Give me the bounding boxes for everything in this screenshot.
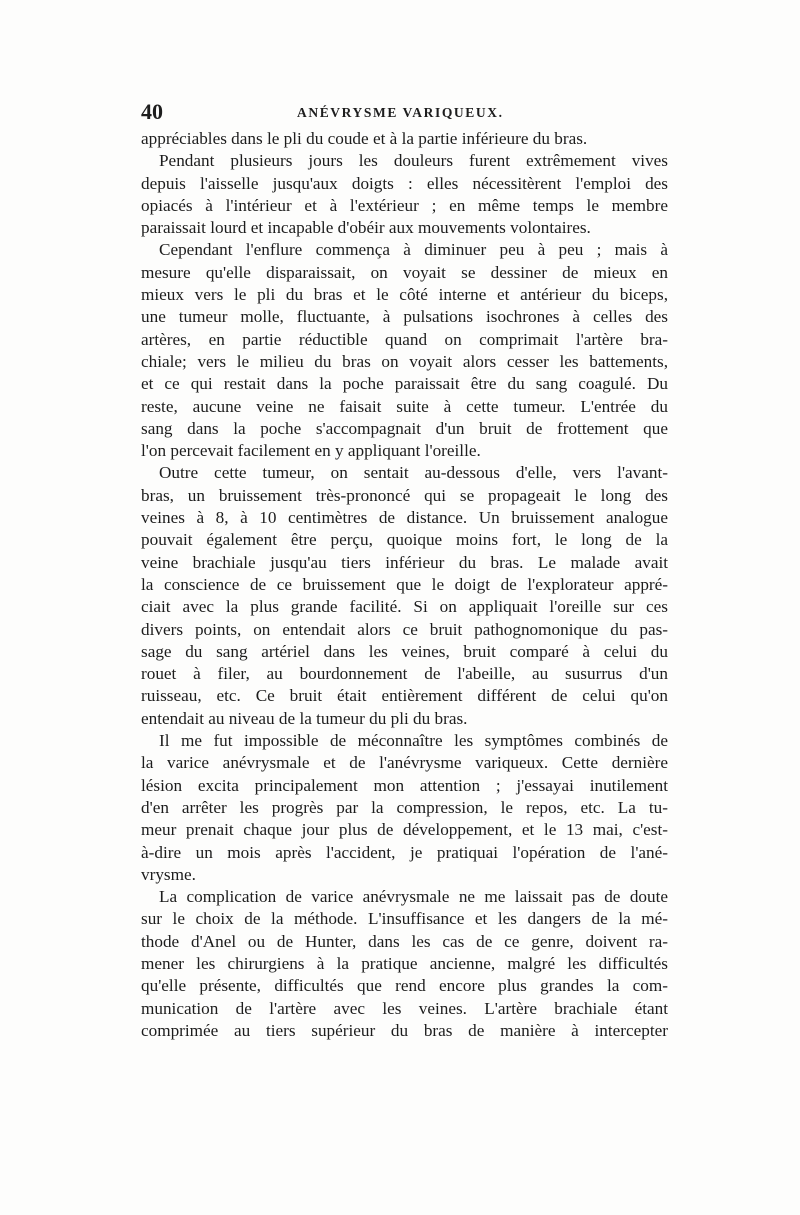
text-line: divers points, on entendait alors ce bruit pathognomonique du pas-: [141, 619, 668, 639]
text-line: chiale; vers le milieu du bras on voyait alors cesser les battements,: [141, 351, 668, 371]
text-line: pouvait également être perçu, quoique moins fort, le long de la: [141, 530, 668, 550]
text-line: Il me fut impossible de méconnaître les symptômes combinés de: [159, 731, 668, 751]
text-line: veines à 8, à 10 centimètres de distance. Un bruissement analogue: [141, 508, 668, 528]
text-line: mieux vers le pli du bras et le côté interne et antérieur du biceps,: [141, 285, 668, 305]
text-line: comprimée au tiers supérieur du bras de manière à intercepter: [141, 1020, 668, 1040]
body-text: [141, 128, 668, 1042]
text-line: thode d'Anel ou de Hunter, dans les cas de ce genre, doivent ra-: [141, 931, 668, 951]
text-line: une tumeur molle, fluctuante, à pulsations isochrones à celles des: [141, 307, 668, 327]
text-line: ruisseau, etc. Ce bruit était entièrement différent de celui qu'on: [141, 686, 668, 706]
text-block: [141, 100, 668, 1042]
text-line: Pendant plusieurs jours les douleurs furent extrêmement vives: [159, 151, 668, 171]
text-line: rouet à filer, au bourdonnement de l'abeille, au susurrus d'un: [141, 664, 668, 684]
text-line: vrysme.: [141, 864, 196, 884]
text-line: bras, un bruissement très-prononcé qui se propageait le long des: [141, 485, 668, 505]
text-line: opiacés à l'intérieur et à l'extérieur ; en même temps le membre: [141, 195, 668, 215]
text-line: lésion excita principalement mon attention ; j'essayai inutilement: [141, 775, 668, 795]
text-line: entendait au niveau de la tumeur du pli du bras.: [141, 708, 468, 728]
text-line: reste, aucune veine ne faisait suite à cette tumeur. L'entrée du: [141, 396, 668, 416]
text-line: la varice anévrysmale et de l'anévrysme variqueux. Cette dernière: [141, 753, 668, 773]
text-line: veine brachiale jusqu'au tiers inférieur du bras. Le malade avait: [141, 552, 668, 572]
page-header: [141, 100, 668, 128]
text-line: munication de l'artère avec les veines. L'artère brachiale étant: [141, 998, 668, 1018]
text-line: et ce qui restait dans la poche paraissait être du sang coagulé. Du: [141, 374, 668, 394]
text-line: l'on percevait facilement en y appliquant l'oreille.: [141, 441, 481, 461]
running-title: ANÉVRYSME VARIQUEUX.: [297, 105, 504, 120]
text-line: la conscience de ce bruissement que le doigt de l'explorateur appré-: [141, 574, 668, 594]
text-line: mesure qu'elle disparaissait, on voyait se dessiner de mieux en: [141, 262, 668, 282]
text-line: meur prenait chaque jour plus de développement, et le 13 mai, c'est-: [141, 820, 668, 840]
text-line: ciait avec la plus grande facilité. Si on appliquait l'oreille sur ces: [141, 597, 668, 617]
text-line: paraissait lourd et incapable d'obéir aux mouvements volontaires.: [141, 218, 591, 238]
text-line: appréciables dans le pli du coude et à la partie inférieure du bras.: [141, 129, 588, 148]
text-line: artères, en partie réductible quand on comprimait l'artère bra-: [141, 329, 668, 349]
text-line: à-dire un mois après l'accident, je pratiquai l'opération de l'ané-: [141, 842, 668, 862]
text-line: sage du sang artériel dans les veines, bruit comparé à celui du: [141, 641, 668, 661]
text-line: sur le choix de la méthode. L'insuffisance et les dangers de la mé-: [141, 909, 668, 929]
text-line: La complication de varice anévrysmale ne me laissait pas de doute: [159, 887, 668, 907]
text-line: Outre cette tumeur, on sentait au-dessous d'elle, vers l'avant-: [159, 463, 668, 483]
page-number: 40: [141, 99, 163, 124]
text-line: depuis l'aisselle jusqu'aux doigts : elles nécessitèrent l'emploi des: [141, 173, 668, 193]
text-line: mener les chirurgiens à la pratique ancienne, malgré les difficultés: [141, 953, 668, 973]
text-line: Cependant l'enflure commença à diminuer peu à peu ; mais à: [159, 240, 668, 260]
text-line: qu'elle présente, difficultés que rend encore plus grandes la com-: [141, 976, 668, 996]
text-line: d'en arrêter les progrès par la compression, le repos, etc. La tu-: [141, 797, 668, 817]
text-line: sang dans la poche s'accompagnait d'un bruit de frottement que: [141, 418, 668, 438]
